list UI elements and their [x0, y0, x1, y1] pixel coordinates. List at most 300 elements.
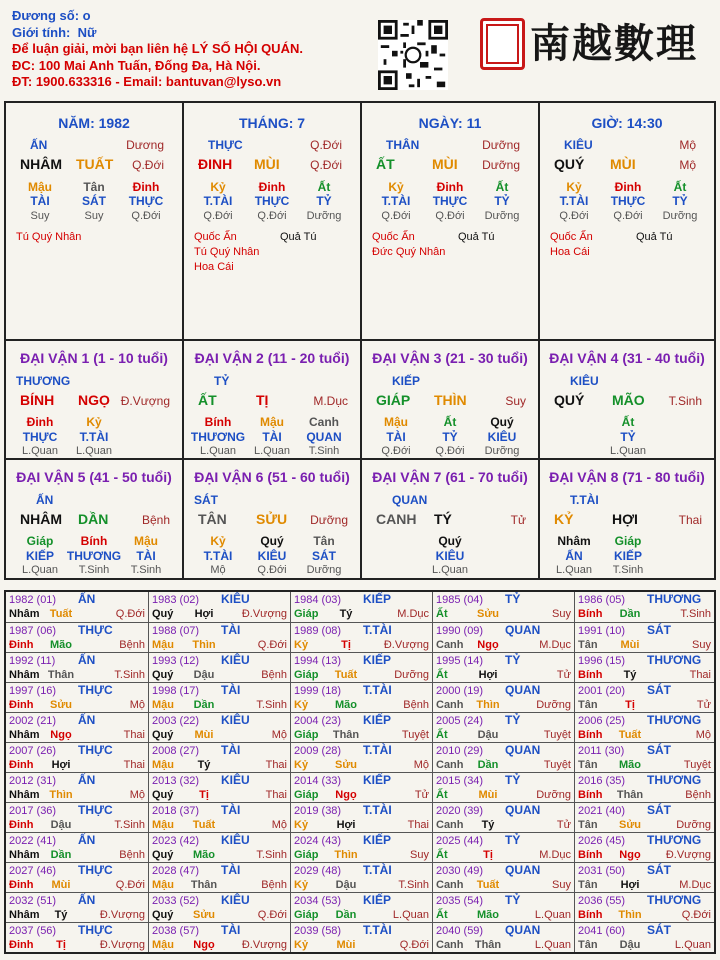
dai-van-stage: Dưỡng	[310, 513, 348, 527]
year-stage: T.Sinh	[114, 819, 145, 831]
year-can: Tân	[578, 819, 598, 831]
year-label: 2036 (55)	[578, 895, 626, 907]
year-stage: Mộ	[271, 729, 287, 741]
dai-van-title: ĐẠI VẬN 2 (11 - 20 tuổi)	[194, 350, 350, 366]
pillar-stage: Mộ	[679, 158, 696, 172]
year-stage: Mộ	[129, 789, 145, 801]
year-cell	[574, 773, 714, 802]
year-chi: Tuất	[334, 669, 358, 681]
year-star: TỶ	[505, 773, 521, 787]
year-star: T.TÀI	[363, 743, 392, 757]
year-cell	[148, 893, 290, 922]
hidden-star: TỶ	[620, 430, 636, 444]
year-cell	[6, 713, 148, 742]
year-star: THỰC	[78, 743, 113, 757]
than-sat: Quốc Ấn	[194, 231, 237, 243]
hidden-stem: Bính	[80, 534, 108, 548]
hidden-star: SÁT	[82, 194, 106, 208]
year-label: 2031 (50)	[578, 865, 626, 877]
year-label: 2023 (42)	[152, 835, 200, 847]
year-label: 2000 (19)	[436, 685, 484, 697]
year-chi: Mùi	[336, 939, 356, 951]
gioi-tinh-label: Giới tính:	[12, 24, 71, 40]
year-label: 2008 (27)	[152, 745, 200, 757]
year-stage: M.Dục	[539, 849, 571, 861]
year-can: Đinh	[9, 759, 34, 771]
pillar-chi: MÙI	[432, 156, 458, 172]
year-label: 2029 (48)	[294, 865, 342, 877]
table-row	[6, 772, 714, 802]
hidden-star: T.TÀI	[559, 194, 589, 208]
year-can: Ất	[436, 669, 448, 681]
than-sat: Hoa Cái	[550, 246, 590, 258]
year-chi: Tý	[54, 909, 68, 921]
year-stage: Bệnh	[403, 699, 429, 711]
year-label: 2011 (30)	[578, 745, 625, 757]
year-chi: Thìn	[192, 639, 216, 651]
year-can: Kỷ	[294, 699, 309, 711]
dai-van-stage: M.Dục	[313, 394, 348, 408]
hidden-stage: Suy	[30, 210, 50, 222]
table-row	[6, 802, 714, 832]
year-chi: Thìn	[618, 909, 642, 921]
year-label: 1994 (13)	[294, 655, 342, 667]
year-star: SÁT	[647, 683, 671, 697]
year-cell	[6, 592, 148, 622]
year-can: Tân	[578, 699, 598, 711]
year-chi: Mùi	[478, 789, 498, 801]
year-stage: Đ.Vượng	[383, 639, 429, 651]
year-cell	[290, 653, 432, 682]
hidden-stage: L.Quan	[75, 445, 113, 457]
year-can: Bính	[578, 729, 603, 741]
pillar-title: THÁNG: 7	[238, 115, 306, 131]
year-star: T.TÀI	[363, 623, 392, 637]
dai-van-star: KIÊU	[570, 374, 599, 388]
year-star: KIẾP	[363, 833, 392, 847]
year-stage: Mộ	[695, 729, 711, 741]
table-row	[6, 592, 714, 622]
year-stage: Bệnh	[261, 879, 287, 891]
year-star: QUAN	[505, 923, 541, 937]
table-row	[6, 622, 714, 652]
year-chi: Sửu	[49, 699, 73, 711]
duong-so-value: o	[82, 8, 91, 23]
than-sat: Quốc Ấn	[372, 231, 415, 243]
year-chi: Sửu	[334, 759, 358, 771]
year-label: 2035 (54)	[436, 895, 484, 907]
year-chi: Tý	[197, 759, 211, 771]
than-sat: Quốc Ấn	[550, 231, 593, 243]
pillar-stage: Q.Đới	[132, 158, 164, 172]
year-can: Nhâm	[9, 849, 40, 861]
year-can: Kỷ	[294, 819, 309, 831]
year-star: TỶ	[505, 893, 521, 907]
hidden-stage: Q.Đới	[381, 445, 411, 457]
year-chi: Tuất	[192, 819, 216, 831]
year-label: 2015 (34)	[436, 775, 484, 787]
year-can: Ất	[436, 729, 448, 741]
year-label: 2037 (56)	[9, 925, 57, 937]
qr-code-icon	[378, 20, 448, 90]
year-stage: Bệnh	[261, 669, 287, 681]
year-stage: Q.Đới	[115, 879, 145, 891]
year-label: 2016 (35)	[578, 775, 626, 787]
year-star: KIÊU	[221, 653, 250, 667]
year-label: 1983 (02)	[152, 594, 200, 606]
year-can: Canh	[436, 639, 464, 651]
annual-table	[4, 590, 716, 954]
dai-van-box	[184, 460, 360, 580]
year-cell	[432, 683, 574, 712]
year-label: 2030 (49)	[436, 865, 484, 877]
year-chi: Hợi	[51, 759, 71, 771]
year-cell	[148, 803, 290, 832]
dai-van-title: ĐẠI VẬN 6 (51 - 60 tuổi)	[194, 469, 350, 485]
year-stage: Q.Đới	[399, 939, 429, 951]
year-star: T.TÀI	[363, 863, 392, 877]
hidden-stage: Q.Đới	[131, 210, 161, 222]
year-chi: Tuất	[49, 608, 73, 620]
year-chi: Tý	[623, 669, 637, 681]
year-label: 2021 (40)	[578, 805, 626, 817]
table-row	[6, 742, 714, 772]
year-label: 2025 (44)	[436, 835, 484, 847]
year-chi: Dần	[619, 608, 641, 620]
year-stage: Bệnh	[119, 849, 145, 861]
year-label: 2002 (21)	[9, 715, 57, 727]
year-cell	[432, 743, 574, 772]
year-can: Giáp	[294, 849, 319, 861]
year-stage: Suy	[410, 849, 429, 861]
than-sat: Tú Quý Nhân	[194, 246, 260, 258]
year-cell	[148, 773, 290, 802]
hidden-star: TỶ	[316, 194, 332, 208]
year-cell	[148, 653, 290, 682]
than-sat: Hoa Cái	[194, 261, 234, 273]
year-label: 1998 (17)	[152, 685, 200, 697]
pillar-box	[184, 103, 360, 339]
hidden-stem: Đinh	[26, 415, 54, 429]
year-label: 2039 (58)	[294, 925, 342, 937]
year-chi: Mão	[50, 639, 72, 651]
dai-van-chi: SỬU	[256, 511, 288, 527]
year-star: THỰC	[78, 683, 113, 697]
pillar-stage: Dưỡng	[482, 158, 520, 172]
pillar-top-star: THỰC	[208, 138, 243, 152]
year-chi: Hợi	[336, 819, 356, 831]
pillar-top-stage: Dương	[126, 138, 164, 152]
year-can: Nhâm	[9, 909, 40, 921]
year-star: ẤN	[78, 653, 96, 667]
year-chi: Thân	[47, 669, 75, 681]
dai-van-chi: TỊ	[256, 392, 269, 408]
year-chi: Ngọ	[50, 729, 72, 741]
year-star: KIÊU	[221, 713, 250, 727]
year-label: 1990 (09)	[436, 625, 484, 637]
year-label: 2005 (24)	[436, 715, 484, 727]
year-stage: Thai	[265, 789, 287, 801]
hidden-stem: Kỷ	[210, 180, 226, 194]
pillar-top-star: ẤN	[30, 138, 48, 152]
hidden-star: KIẾP	[613, 549, 643, 563]
year-star: KIẾP	[363, 893, 392, 907]
year-chi: Dần	[335, 909, 357, 921]
year-can: Đinh	[9, 639, 34, 651]
hidden-stage: L.Quan	[21, 445, 59, 457]
dai-van-can: QUÝ	[554, 392, 585, 408]
year-star: TÀI	[221, 683, 241, 697]
pillar-title: GIỜ: 14:30	[591, 115, 663, 131]
hidden-star: TỶ	[442, 430, 458, 444]
hidden-stage: Mộ	[210, 564, 226, 576]
dai-van-chi: MÃO	[612, 392, 645, 408]
year-cell	[148, 923, 290, 952]
dai-van-box	[6, 341, 182, 458]
dai-van-stage: Thai	[678, 513, 702, 527]
hidden-stem: Giáp	[614, 534, 642, 548]
year-star: T.TÀI	[363, 683, 392, 697]
hidden-star: KIÊU	[487, 430, 517, 444]
year-stage: M.Dục	[397, 608, 429, 620]
year-stage: Q.Đới	[115, 608, 145, 620]
hidden-stem: Đinh	[132, 180, 160, 194]
year-cell	[148, 713, 290, 742]
year-label: 1982 (01)	[9, 594, 57, 606]
year-can: Nhâm	[9, 729, 40, 741]
hidden-stem: Kỷ	[86, 415, 102, 429]
year-cell	[432, 863, 574, 892]
hidden-star: THỰC	[128, 194, 164, 208]
year-star: THƯƠNG	[647, 592, 702, 606]
year-chi: Tị	[199, 789, 209, 801]
year-chi: Tý	[339, 608, 353, 620]
year-can: Bính	[578, 608, 603, 620]
year-can: Mậu	[152, 819, 174, 831]
year-cell	[148, 743, 290, 772]
year-cell	[290, 863, 432, 892]
year-star: KIÊU	[221, 773, 250, 787]
year-chi: Tị	[625, 699, 635, 711]
year-stage: Thai	[689, 669, 711, 681]
year-stage: Tuyệt	[401, 729, 429, 741]
dai-van-box	[540, 460, 714, 580]
year-star: TÀI	[221, 803, 241, 817]
year-cell	[290, 803, 432, 832]
year-cell	[290, 683, 432, 712]
year-stage: Đ.Vượng	[241, 939, 287, 951]
year-cell	[6, 623, 148, 652]
year-cell	[574, 592, 714, 622]
year-stage: Mộ	[129, 699, 145, 711]
hidden-stage: Suy	[84, 210, 104, 222]
hidden-star: TÀI	[136, 549, 156, 563]
year-chi: Thìn	[49, 789, 73, 801]
year-cell	[148, 863, 290, 892]
pillar-top-stage: Dưỡng	[482, 138, 520, 152]
year-can: Bính	[578, 789, 603, 801]
year-star: T.TÀI	[363, 923, 392, 937]
year-stage: Tuyệt	[543, 759, 571, 771]
year-stage: T.Sinh	[680, 608, 711, 620]
dai-van-title: ĐẠI VẬN 7 (61 - 70 tuổi)	[372, 469, 528, 485]
hidden-stage: L.Quan	[555, 564, 593, 576]
seal-stamp-icon	[480, 18, 525, 70]
year-can: Quý	[152, 789, 174, 801]
year-can: Tân	[578, 879, 598, 891]
hidden-stem: Kỷ	[388, 180, 404, 194]
year-label: 1996 (15)	[578, 655, 626, 667]
year-label: 2013 (32)	[152, 775, 200, 787]
year-star: KIẾP	[363, 592, 392, 606]
year-star: KIẾP	[363, 773, 392, 787]
year-chi: Dậu	[477, 729, 499, 741]
hidden-star: KIÊU	[257, 549, 287, 563]
year-can: Giáp	[294, 669, 319, 681]
pillar-box	[6, 103, 182, 339]
year-label: 2018 (37)	[152, 805, 200, 817]
dai-van-box	[540, 341, 714, 458]
hidden-stage: L.Quan	[431, 564, 469, 576]
year-cell	[290, 623, 432, 652]
year-label: 1995 (14)	[436, 655, 484, 667]
year-chi: Hợi	[620, 879, 640, 891]
hidden-star: QUAN	[306, 430, 342, 444]
year-cell	[148, 592, 290, 622]
year-stage: Tuyệt	[543, 729, 571, 741]
pillar-box	[362, 103, 538, 339]
year-cell	[574, 713, 714, 742]
pillar-box	[540, 103, 714, 339]
year-cell	[148, 683, 290, 712]
hidden-stage: L.Quan	[253, 445, 291, 457]
year-chi: Hợi	[194, 608, 214, 620]
dai-van-star: KIẾP	[392, 374, 421, 388]
pillar-top-stage: Mộ	[679, 138, 696, 152]
year-label: 2028 (47)	[152, 865, 200, 877]
year-cell	[6, 803, 148, 832]
hidden-stage: L.Quan	[609, 445, 647, 457]
year-stage: Tuyệt	[683, 759, 711, 771]
year-can: Đinh	[9, 879, 34, 891]
year-label: 2026 (45)	[578, 835, 626, 847]
year-can: Kỷ	[294, 879, 309, 891]
dai-van-can: KỶ	[554, 511, 574, 527]
year-label: 1997 (16)	[9, 685, 57, 697]
year-star: KIÊU	[221, 893, 250, 907]
logo-text: 南越數理	[530, 20, 698, 67]
dai-van-box	[362, 341, 538, 458]
year-star: THỰC	[78, 923, 113, 937]
year-star: SÁT	[647, 923, 671, 937]
hidden-stem: Tân	[313, 534, 335, 548]
year-can: Mậu	[152, 759, 174, 771]
year-stage: Dưỡng	[394, 669, 429, 681]
dai-van-title: ĐẠI VẬN 4 (31 - 40 tuổi)	[549, 350, 705, 366]
year-star: SÁT	[647, 743, 671, 757]
table-row	[6, 682, 714, 712]
year-label: 1986 (05)	[578, 594, 626, 606]
year-stage: Đ.Vượng	[99, 939, 145, 951]
year-stage: Dưỡng	[536, 789, 571, 801]
pillar-title: NĂM: 1982	[58, 115, 130, 131]
year-can: Giáp	[294, 729, 319, 741]
year-stage: Tử	[556, 669, 571, 681]
year-chi: Dậu	[335, 879, 357, 891]
year-can: Quý	[152, 909, 174, 921]
year-cell	[6, 833, 148, 862]
hidden-star: THỰC	[610, 194, 646, 208]
year-stage: Tử	[556, 819, 571, 831]
year-label: 1984 (03)	[294, 594, 342, 606]
year-label: 1988 (07)	[152, 625, 200, 637]
gioi-tinh-value: Nữ	[77, 24, 97, 40]
hidden-stem: Ất	[621, 415, 635, 429]
hidden-stem: Mậu	[134, 534, 158, 548]
year-cell	[432, 893, 574, 922]
year-star: THỰC	[78, 623, 113, 637]
year-cell	[574, 833, 714, 862]
hidden-star: T.TÀI	[203, 194, 233, 208]
year-can: Ất	[436, 849, 448, 861]
year-can: Ất	[436, 789, 448, 801]
pillar-can: NHÂM	[20, 156, 62, 172]
year-star: THỰC	[78, 803, 113, 817]
year-chi: Tuất	[476, 879, 500, 891]
year-label: 2027 (46)	[9, 865, 57, 877]
year-cell	[6, 743, 148, 772]
year-cell	[290, 833, 432, 862]
hidden-star: KIÊU	[435, 549, 465, 563]
year-cell	[290, 713, 432, 742]
year-cell	[290, 893, 432, 922]
year-chi: Thìn	[334, 849, 358, 861]
hidden-star: THƯƠNG	[190, 430, 246, 444]
hidden-star: THỰC	[432, 194, 468, 208]
hidden-star: THƯƠNG	[66, 549, 122, 563]
year-star: SÁT	[647, 623, 671, 637]
dai-van-box	[184, 341, 360, 458]
hidden-stem: Đinh	[614, 180, 642, 194]
year-star: KIÊU	[221, 833, 250, 847]
year-label: 2034 (53)	[294, 895, 342, 907]
dai-van-chi: DẦN	[78, 511, 109, 527]
year-label: 1993 (12)	[152, 655, 200, 667]
year-stage: T.Sinh	[256, 699, 287, 711]
year-can: Mậu	[152, 939, 174, 951]
year-can: Canh	[436, 819, 464, 831]
dai-van-box	[362, 460, 538, 580]
year-star: THỰC	[78, 863, 113, 877]
hidden-stem: Mậu	[384, 415, 408, 429]
year-can: Quý	[152, 729, 174, 741]
year-star: ẤN	[78, 773, 96, 787]
hidden-stage: Dưỡng	[306, 210, 342, 222]
hidden-stem: Ất	[495, 180, 509, 194]
dai-van-chi: NGỌ	[78, 392, 110, 408]
year-can: Canh	[436, 699, 464, 711]
year-star: ẤN	[78, 893, 96, 907]
hidden-star: T.TÀI	[79, 430, 109, 444]
year-chi: Tý	[481, 819, 495, 831]
year-stage: Q.Đới	[681, 909, 711, 921]
year-star: THƯƠNG	[647, 773, 702, 787]
year-chi: Tuất	[618, 729, 642, 741]
duong-so-label: Đương số:	[12, 8, 80, 23]
year-star: ẤN	[78, 713, 96, 727]
pillar-chi: MÙI	[254, 156, 280, 172]
hidden-stage: Q.Đới	[203, 210, 233, 222]
